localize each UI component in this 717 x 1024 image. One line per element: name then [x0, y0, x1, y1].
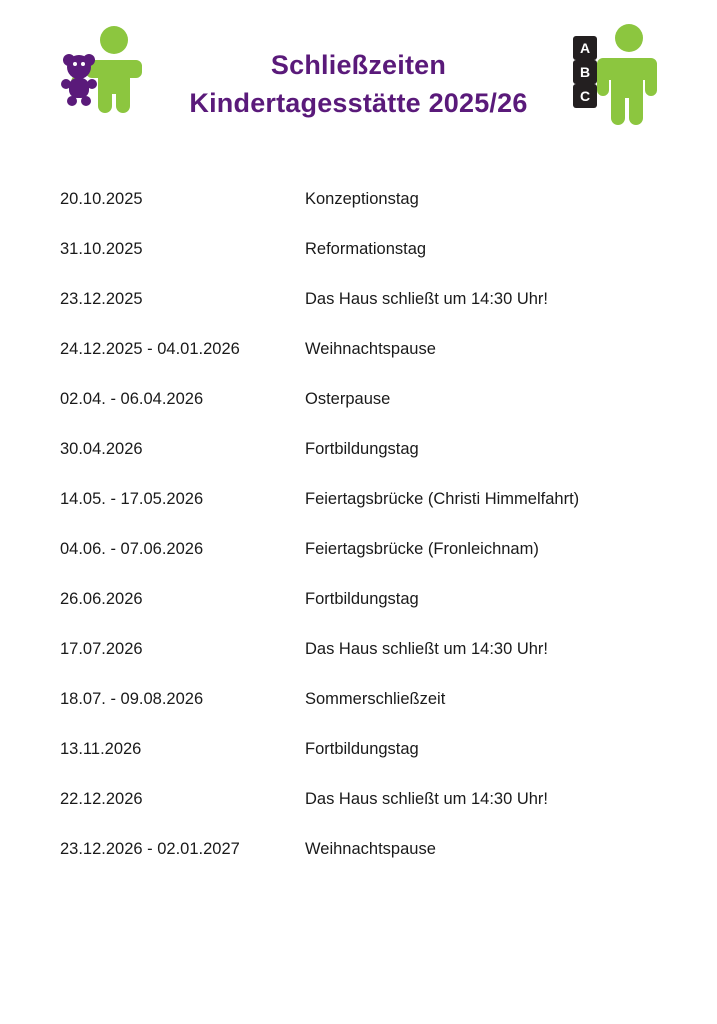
- row-date: 13.11.2026: [60, 740, 142, 758]
- row-description: Fortbildungstag: [305, 440, 419, 458]
- table-row: [0, 190, 717, 240]
- row-description: Das Haus schließt um 14:30 Uhr!: [305, 640, 549, 658]
- row-date: 24.12.2025 - 04.01.2026: [60, 340, 240, 358]
- row-date: 17.07.2026: [60, 640, 143, 658]
- row-description: Feiertagsbrücke (Christi Himmelfahrt): [305, 490, 580, 508]
- table-row: [0, 690, 717, 740]
- closing-dates-table: [0, 190, 717, 890]
- table-row: [0, 740, 717, 790]
- row-description: Sommerschließzeit: [305, 690, 446, 708]
- row-description: Fortbildungstag: [305, 740, 419, 758]
- row-description: Osterpause: [305, 390, 391, 408]
- row-date: 22.12.2026: [60, 790, 143, 808]
- row-description: Das Haus schließt um 14:30 Uhr!: [305, 290, 549, 308]
- row-description: Weihnachtspause: [305, 840, 436, 858]
- row-description: Reformationstag: [305, 240, 427, 258]
- table-row: [0, 440, 717, 490]
- title-line-1: Schließzeiten: [270, 50, 447, 80]
- row-date: 14.05. - 17.05.2026: [60, 490, 204, 508]
- row-description: Weihnachtspause: [305, 340, 436, 358]
- document-header: [0, 0, 717, 160]
- block-letter-c: C: [579, 88, 591, 104]
- row-date: 31.10.2025: [60, 240, 143, 258]
- table-row: [0, 640, 717, 690]
- row-date: 30.04.2026: [60, 440, 143, 458]
- table-row: [0, 540, 717, 590]
- table-row: [0, 790, 717, 840]
- table-row: [0, 390, 717, 440]
- row-description: Das Haus schließt um 14:30 Uhr!: [305, 790, 549, 808]
- table-row: [0, 290, 717, 340]
- table-row: [0, 340, 717, 390]
- table-row: [0, 590, 717, 640]
- table-row: [0, 840, 717, 890]
- block-letter-b: B: [579, 64, 591, 80]
- block-letter-a: A: [579, 40, 591, 56]
- row-date: 26.06.2026: [60, 590, 143, 608]
- page-title: [0, 46, 717, 122]
- row-description: Feiertagsbrücke (Fronleichnam): [305, 540, 539, 558]
- row-date: 18.07. - 09.08.2026: [60, 690, 204, 708]
- row-date: 04.06. - 07.06.2026: [60, 540, 204, 558]
- row-description: Fortbildungstag: [305, 590, 419, 608]
- row-date: 23.12.2026 - 02.01.2027: [60, 840, 240, 858]
- table-row: [0, 490, 717, 540]
- row-date: 02.04. - 06.04.2026: [60, 390, 204, 408]
- title-line-2: Kindertagesstätte 2025/26: [189, 88, 528, 118]
- row-date: 23.12.2025: [60, 290, 143, 308]
- row-description: Konzeptionstag: [305, 190, 419, 208]
- row-date: 20.10.2025: [60, 190, 143, 208]
- table-row: [0, 240, 717, 290]
